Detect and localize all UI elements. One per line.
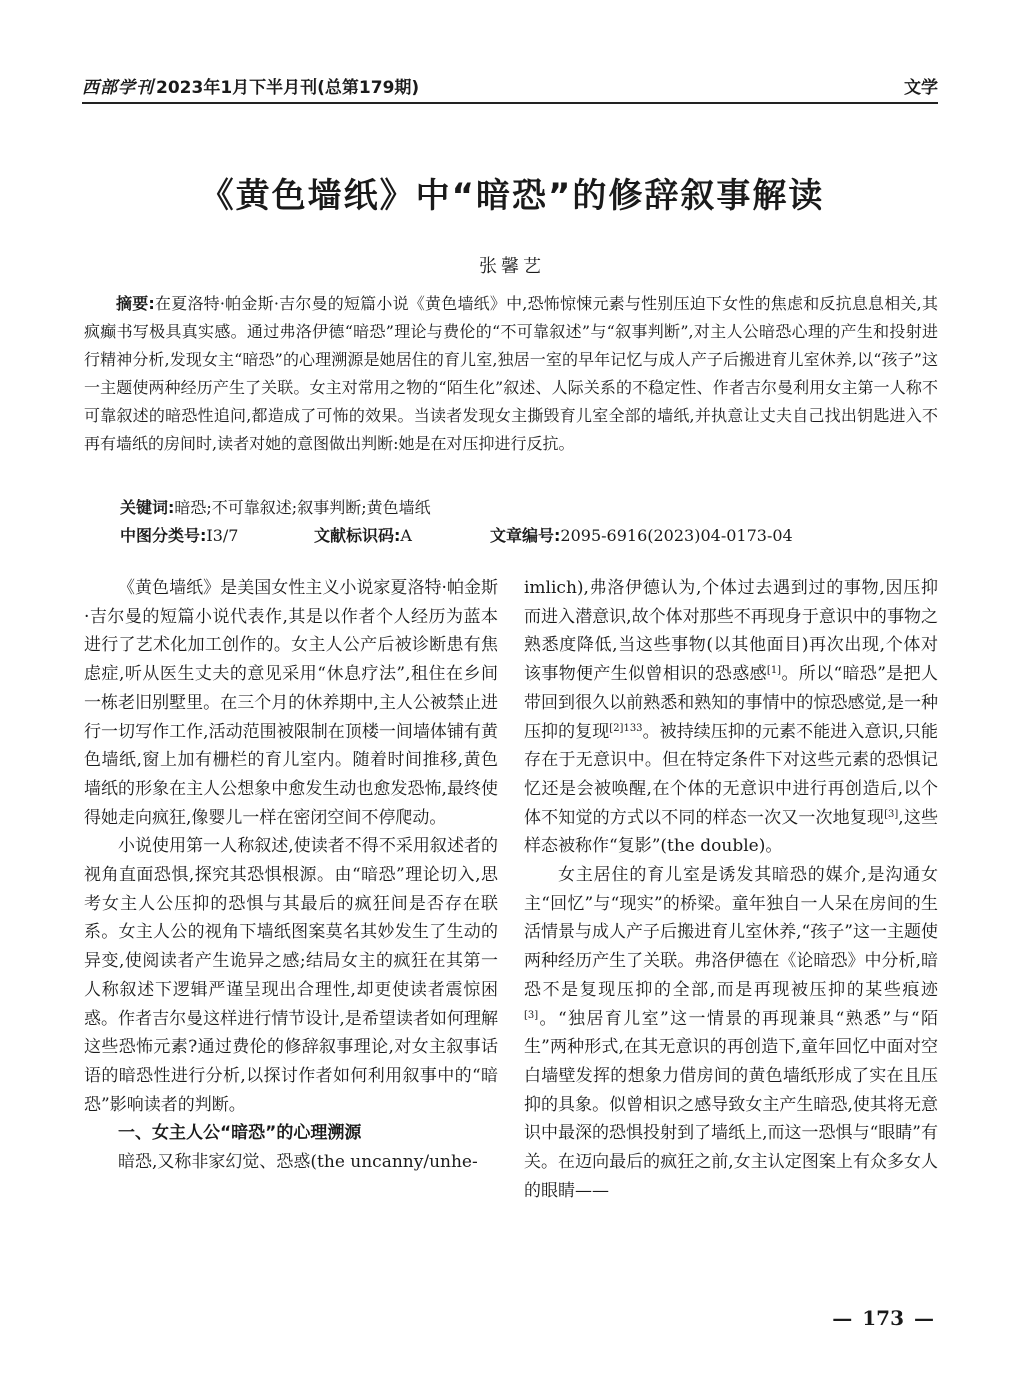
keywords-label: 关键词:: [120, 498, 175, 517]
article-title: 《黄色墙纸》中“暗恐”的修辞叙事解读: [199, 176, 825, 216]
issue-info: 2023年1月下半月刊(总第179期): [156, 77, 420, 98]
text-run: 。“独居育儿室”这一情景的再现兼具“熟悉”与“陌生”两种形式,在其无意识的再创造下,童年回忆中面对空白墙壁发挥的想象力借房间的黄色墙纸形成了实在且压抑的具象。似曾相识之感导致女主产生暗恐,使其将无意识中最深的恐惧投射到了墙纸上,而这一恐惧与“眼睛”有关。在迈向最后的疯狂之前,女主认定图案上有众多女人的眼睛——: [524, 1008, 938, 1201]
abstract-text: 在夏洛特·帕金斯·吉尔曼的短篇小说《黄色墙纸》中,恐怖惊悚元素与性别压迫下女性的焦虑和反抗息息相关,其疯癫书写极具真实感。通过弗洛伊德“暗恐”理论与费伦的“不可靠叙述”与“叙事判断”,对主人公暗恐心理的产生和投射进行精神分析,发现女主“暗恐”的心理溯源是她居住的育儿室,独居一室的早年记忆与成人产子后搬进育儿室休养,以“孩子”这一主题使两种经历产生了关联。女主对常用之物的“陌生化”叙述、人际关系的不稳定性、作者吉尔曼利用女主第一人称不可靠叙述的暗恐性追问,都造成了可怖的效果。当读者发现女主撕毁育儿室全部的墙纸,并执意让丈夫自己找出钥匙进入不再有墙纸的房间时,读者对她的意图做出判断:她是在对压抑进行反抗。: [84, 294, 938, 453]
citation: [1]: [766, 665, 782, 677]
page-number-value: 173: [862, 1306, 904, 1330]
section-heading: 一、女主人公“暗恐”的心理溯源: [118, 1123, 362, 1144]
paragraph: 小说使用第一人称叙述,使读者不得不采用叙述者的视角直面恐惧,探究其恐惧根源。由“暗恐”理论切入,思考女主人公压抑的恐惧与其最后的疯狂间是否存在联系。女主人公的视角下墙纸图案莫名其妙发生了生动的异变,使阅读者产生诡异之感;结局女主的疯狂在其第一人称叙述下逻辑严谨呈现出合理性,却更使读者震惊困惑。作者吉尔曼这样进行情节设计,是希望读者如何理解这些恐怖元素?通过费伦的修辞叙事理论,对女主叙事话语的暗恐性进行分析,以探讨作者如何利用叙事中的“暗恐”影响读者的判断。: [84, 836, 498, 1115]
citation: [3]: [884, 808, 899, 820]
keywords: [120, 494, 938, 522]
left-column: [84, 574, 498, 1177]
abstract: [84, 290, 938, 458]
paragraph: [524, 861, 938, 1205]
journal-logo: 西部学刊: [82, 77, 154, 98]
paragraph: [524, 574, 938, 861]
citation: [2]133: [609, 722, 643, 734]
right-column: [524, 574, 938, 1205]
citation: [3]: [524, 1009, 539, 1021]
article-number-value: 2095-6916(2023)04-0173-04: [560, 526, 793, 545]
text-run: imlich),弗洛伊德认为,个体过去遇到过的事物,因压抑而进入潜意识,故个体对那些不再现身于意识中的事物之熟悉度降低,当这些事物(以其他面目)再次出现,个体对该事物便产生似曾相识的恐惑感: [524, 578, 938, 685]
clc-label: 中图分类号:: [120, 526, 207, 545]
classification-line: [120, 522, 938, 550]
text-run: 。被持续压抑的元素不能进入意识,只能存在于无意识中。但在特定条件下对这些元素的恐惧记忆还是会被唤醒,在个体的无意识中进行再创造后,以个体不知觉的方式以不同的样态一次又一次地复现: [524, 721, 939, 828]
paragraph: 暗恐,又称非家幻觉、恐惑(the uncanny/unhe-: [118, 1152, 478, 1173]
keywords-text: 暗恐;不可靠叙述;叙事判断;黄色墙纸: [174, 498, 431, 517]
doc-code-value: A: [400, 526, 412, 545]
text-run: 。所以“暗恐”是把人带回到很久以前熟悉和熟知的事情中的惊恐感觉,是一种压抑的复现: [524, 664, 938, 742]
doc-code-label: 文献标识码:: [314, 526, 401, 545]
section-label: 文学: [904, 77, 938, 98]
clc-value: I3/7: [206, 526, 239, 545]
header-left: [82, 73, 419, 98]
page-number: — 173 —: [832, 1306, 934, 1330]
abstract-label: 摘要:: [116, 294, 155, 313]
running-header: [82, 68, 938, 104]
author-name: 张馨艺: [479, 256, 545, 277]
text-run: ,这些样态被称作“复影”(the double)。: [524, 807, 938, 857]
article-number-label: 文章编号:: [490, 526, 561, 545]
paragraph: 《黄色墙纸》是美国女性主义小说家夏洛特·帕金斯·吉尔曼的短篇小说代表作,其是以作者个人经历为蓝本进行了艺术化加工创作的。女主人公产后被诊断患有焦虑症,听从医生丈夫的意见采用“休息疗法”,租住在乡间一栋老旧别墅里。在三个月的休养期中,主人公被禁止进行一切写作工作,活动范围被限制在顶楼一间墙体铺有黄色墙纸,窗上加有栅栏的育儿室内。随着时间推移,黄色墙纸的形象在主人公想象中愈发生动也愈发恐怖,最终使得她走向疯狂,像婴儿一样在密闭空间不停爬动。: [84, 578, 498, 828]
text-run: 女主居住的育儿室是诱发其暗恐的媒介,是沟通女主“回忆”与“现实”的桥梁。童年独自一人呆在房间的生活情景与成人产子后搬进育儿室休养,“孩子”这一主题使两种经历产生了关联。弗洛伊德在《论暗恐》中分析,暗恐不是复现压抑的全部,而是再现被压抑的某些痕迹: [524, 865, 938, 1000]
